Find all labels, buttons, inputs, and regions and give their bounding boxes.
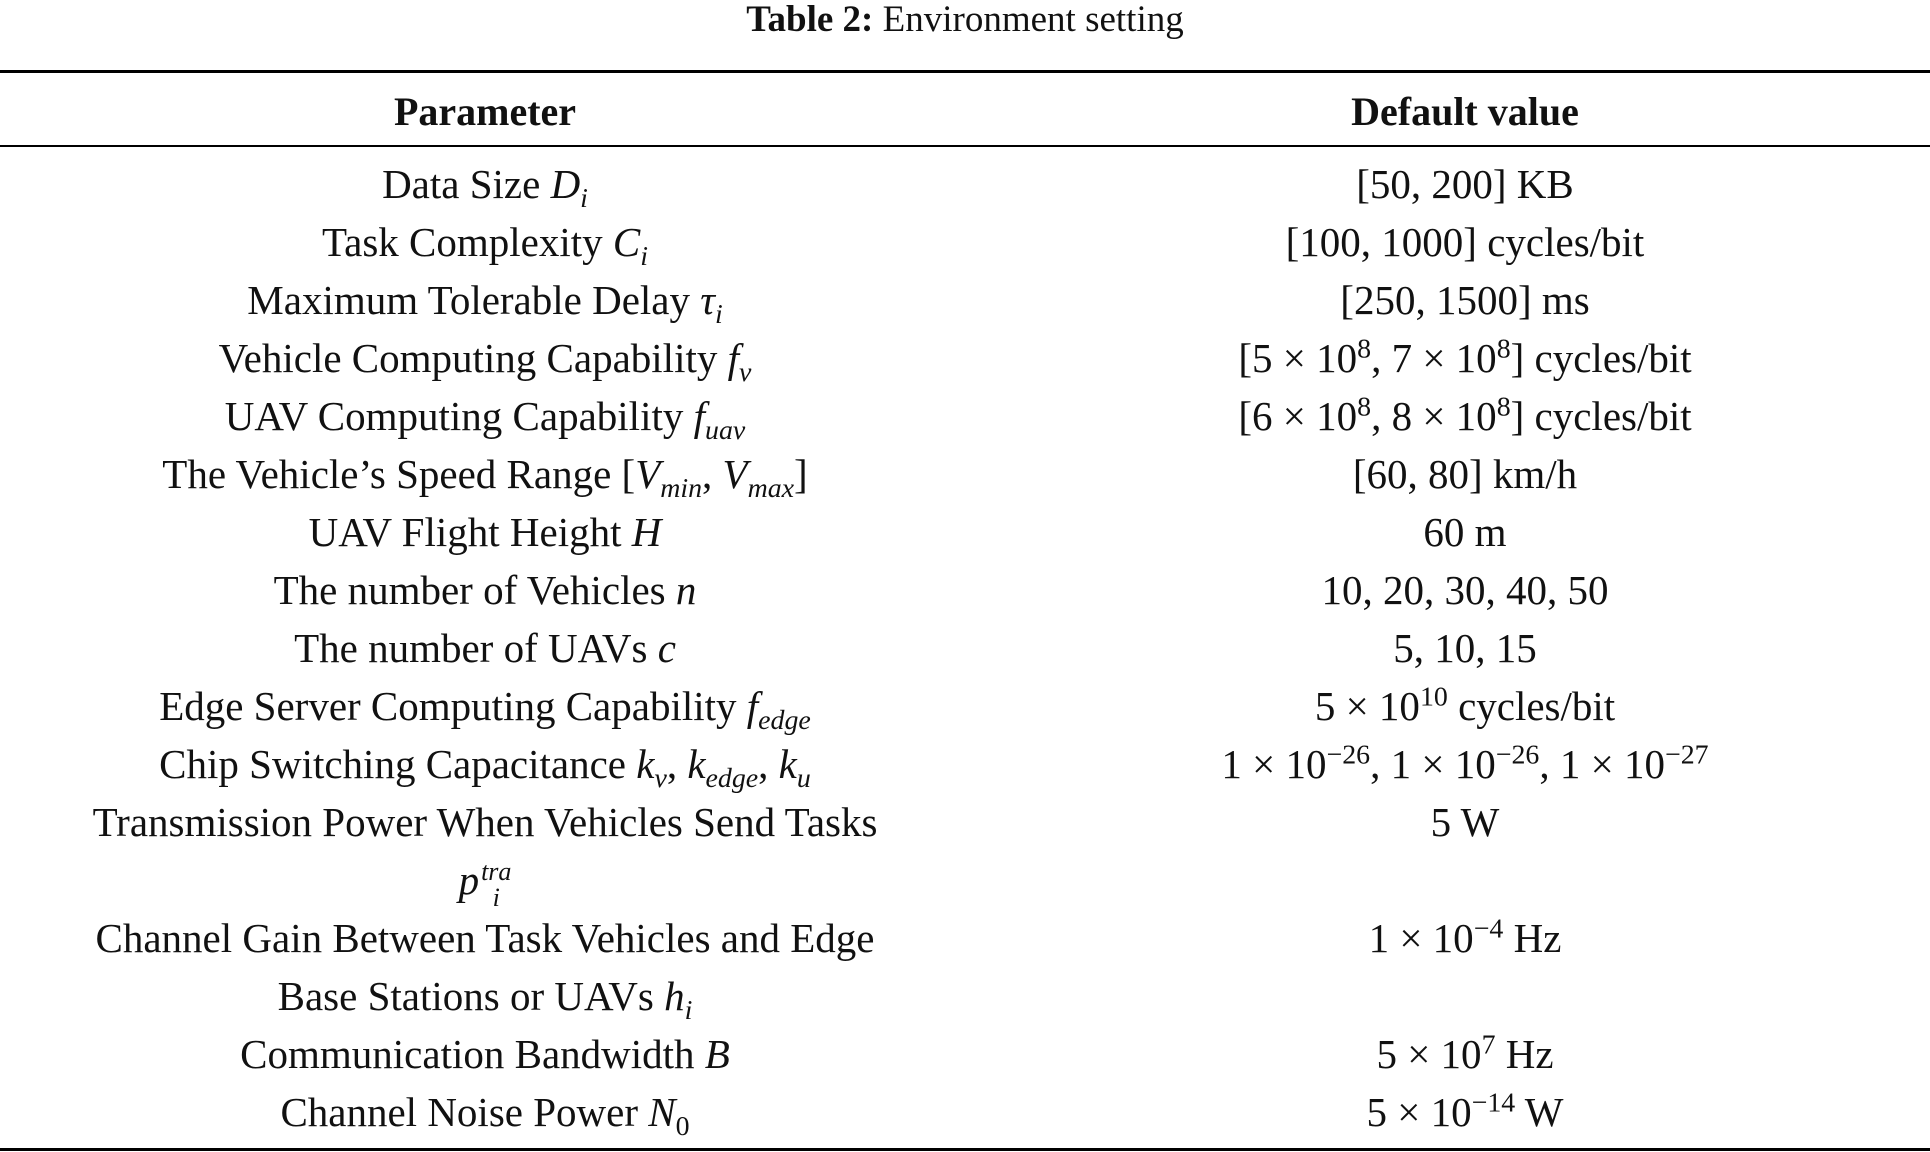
bottom-rule bbox=[0, 1148, 1930, 1151]
symbol: h bbox=[664, 973, 685, 1019]
parameter-cell bbox=[0, 793, 970, 851]
value-exponent: −14 bbox=[1471, 1087, 1516, 1119]
value-cell: [50, 200] KB bbox=[1356, 161, 1574, 207]
symbol: f bbox=[727, 335, 740, 381]
symbol: n bbox=[675, 567, 697, 613]
value-cell: 60 m bbox=[1423, 509, 1507, 555]
value-part: ] cycles/bit bbox=[1510, 335, 1692, 381]
symbol: B bbox=[704, 1031, 730, 1077]
symbol: p bbox=[458, 857, 480, 903]
symbol-subscript: 0 bbox=[675, 1111, 690, 1143]
parameter-cell bbox=[0, 1025, 970, 1083]
symbol-subscript: i bbox=[684, 995, 693, 1027]
table-row bbox=[0, 445, 1930, 503]
parameter-cell bbox=[0, 387, 970, 445]
parameter-cell bbox=[0, 155, 970, 213]
table-row bbox=[0, 561, 1930, 619]
parameter-cell bbox=[0, 561, 970, 619]
parameter-cell bbox=[0, 1083, 970, 1141]
symbol: k bbox=[778, 741, 797, 787]
parameter-cell bbox=[0, 213, 970, 271]
table-row bbox=[0, 155, 1930, 213]
value-part: , 8 × 10 bbox=[1371, 393, 1497, 439]
parameter-name: Transmission Power When Vehicles Send Tasks bbox=[92, 799, 878, 845]
table-row-continuation bbox=[0, 967, 1930, 1025]
value-cell bbox=[1000, 1083, 1930, 1141]
symbol: H bbox=[631, 509, 662, 555]
table-row bbox=[0, 735, 1930, 793]
symbol: N bbox=[648, 1089, 676, 1135]
top-rule bbox=[0, 70, 1930, 73]
value-exponent: −26 bbox=[1326, 739, 1371, 771]
table-caption bbox=[0, 0, 1930, 40]
parameter-name: Task Complexity bbox=[321, 219, 603, 265]
value-part: , 7 × 10 bbox=[1371, 335, 1497, 381]
value-part: , 1 × 10 bbox=[1370, 741, 1496, 787]
symbol-subscript: i bbox=[640, 241, 649, 273]
value-part: [6 × 10 bbox=[1238, 393, 1358, 439]
symbol: τ bbox=[700, 277, 715, 323]
symbol-subscript: v bbox=[654, 763, 667, 795]
parameter-name: Communication Bandwidth bbox=[240, 1031, 695, 1077]
symbol: V bbox=[635, 451, 661, 497]
value-part: 5 × 10 bbox=[1366, 1089, 1472, 1135]
value-part: cycles/bit bbox=[1447, 683, 1616, 729]
parameter-name: Base Stations or UAVs bbox=[277, 973, 654, 1019]
value-cell bbox=[1000, 387, 1930, 445]
value-cell: [100, 1000] cycles/bit bbox=[1285, 219, 1645, 265]
parameter-name: Maximum Tolerable Delay bbox=[247, 277, 690, 323]
parameter-name: Data Size bbox=[382, 161, 541, 207]
caption-text: Environment setting bbox=[882, 0, 1184, 40]
parameter-name: The number of Vehicles bbox=[273, 567, 666, 613]
table-row bbox=[0, 1025, 1930, 1083]
value-part: 5 × 10 bbox=[1376, 1031, 1482, 1077]
parameter-cell bbox=[0, 503, 970, 561]
value-cell: 5, 10, 15 bbox=[1393, 625, 1537, 671]
symbol: k bbox=[636, 741, 655, 787]
parameter-name: UAV Computing Capability bbox=[224, 393, 684, 439]
parameter-cell bbox=[0, 967, 970, 1025]
parameter-cell: The Vehicle’s Speed Range [$V_{min}$, $V_{max}$] bbox=[162, 451, 808, 505]
value-exponent: −26 bbox=[1495, 739, 1540, 771]
table-row bbox=[0, 619, 1930, 677]
parameter-cell bbox=[0, 677, 970, 735]
value-exponent: 7 bbox=[1481, 1029, 1496, 1061]
symbol-subscript: edge bbox=[758, 705, 811, 737]
parameter-name: Vehicle Computing Capability bbox=[218, 335, 718, 381]
value-part: [5 × 10 bbox=[1238, 335, 1358, 381]
value-part: Hz bbox=[1495, 1031, 1554, 1077]
parameter-name: Chip Switching Capacitance bbox=[159, 741, 627, 787]
parameter-cell: Chip Switching Capacitance $k_v$, $k_{edge}$, $k_u$ bbox=[159, 741, 811, 795]
value-part: ] cycles/bit bbox=[1510, 393, 1692, 439]
value-exponent: 8 bbox=[1357, 333, 1372, 365]
table-row bbox=[0, 213, 1930, 271]
value-exponent: 8 bbox=[1357, 391, 1372, 423]
table-row bbox=[0, 387, 1930, 445]
value-exponent: 8 bbox=[1496, 391, 1511, 423]
value-cell bbox=[1000, 329, 1930, 387]
symbol: C bbox=[612, 219, 641, 265]
parameter-cell bbox=[0, 909, 970, 967]
parameter-name: UAV Flight Height bbox=[308, 509, 622, 555]
symbol: f bbox=[746, 683, 759, 729]
value-cell bbox=[1000, 735, 1930, 793]
table-row bbox=[0, 793, 1930, 851]
value-cell bbox=[1000, 909, 1930, 967]
value-cell: [250, 1500] ms bbox=[1340, 277, 1590, 323]
value-part: 1 × 10 bbox=[1221, 741, 1327, 787]
parameter-name: The Vehicle’s Speed Range bbox=[162, 451, 612, 497]
symbol: V bbox=[722, 451, 748, 497]
value-exponent: 10 bbox=[1419, 681, 1448, 713]
parameter-name: Channel Gain Between Task Vehicles and Edge bbox=[95, 915, 875, 961]
header-parameter: Parameter bbox=[393, 89, 577, 134]
parameter-name: Channel Noise Power bbox=[280, 1089, 638, 1135]
parameter-cell bbox=[0, 271, 970, 329]
table-row bbox=[0, 503, 1930, 561]
value-exponent: 8 bbox=[1496, 333, 1511, 365]
parameter-cell bbox=[0, 329, 970, 387]
symbol: k bbox=[687, 741, 706, 787]
parameter-cell bbox=[0, 619, 970, 677]
symbol-subscript: i bbox=[492, 882, 500, 912]
symbol: D bbox=[550, 161, 581, 207]
value-exponent: −4 bbox=[1473, 913, 1504, 945]
value-exponent: −27 bbox=[1664, 739, 1709, 771]
header-default-value: Default value bbox=[1351, 89, 1579, 134]
symbol-subscript: i bbox=[580, 183, 588, 215]
table-row bbox=[0, 271, 1930, 329]
caption-label: Table 2: bbox=[746, 0, 874, 40]
value-part: 5 × 10 bbox=[1314, 683, 1420, 729]
header-rule bbox=[0, 145, 1930, 147]
value-cell: 10, 20, 30, 40, 50 bbox=[1321, 567, 1609, 613]
symbol-subscript: min bbox=[660, 473, 703, 505]
value-cell bbox=[1000, 677, 1930, 735]
value-part: 1 × 10 bbox=[1368, 915, 1474, 961]
value-part: , 1 × 10 bbox=[1539, 741, 1665, 787]
symbol-subscript: max bbox=[747, 473, 795, 505]
symbol-superscript: tra bbox=[481, 856, 512, 886]
symbol-subscript: i bbox=[714, 299, 723, 331]
table-row bbox=[0, 1083, 1930, 1141]
table-row bbox=[0, 329, 1930, 387]
parameter-name: The number of UAVs bbox=[294, 625, 648, 671]
symbol-subscript: u bbox=[796, 763, 811, 795]
parameter-cell bbox=[0, 851, 970, 912]
value-cell: [60, 80] km/h bbox=[1352, 451, 1578, 497]
value-part: Hz bbox=[1503, 915, 1562, 961]
value-cell: 5 W bbox=[1430, 799, 1500, 845]
symbol: c bbox=[657, 625, 676, 671]
symbol-subscript: edge bbox=[705, 763, 759, 795]
symbol-subscript: uav bbox=[705, 415, 746, 447]
table-row-continuation bbox=[0, 851, 1930, 912]
table-row bbox=[0, 909, 1930, 967]
symbol: f bbox=[693, 393, 706, 439]
value-cell bbox=[1000, 1025, 1930, 1083]
parameter-name: Edge Server Computing Capability bbox=[159, 683, 737, 729]
table-row bbox=[0, 677, 1930, 735]
symbol-subscript: v bbox=[739, 357, 752, 389]
value-part: W bbox=[1515, 1089, 1564, 1135]
